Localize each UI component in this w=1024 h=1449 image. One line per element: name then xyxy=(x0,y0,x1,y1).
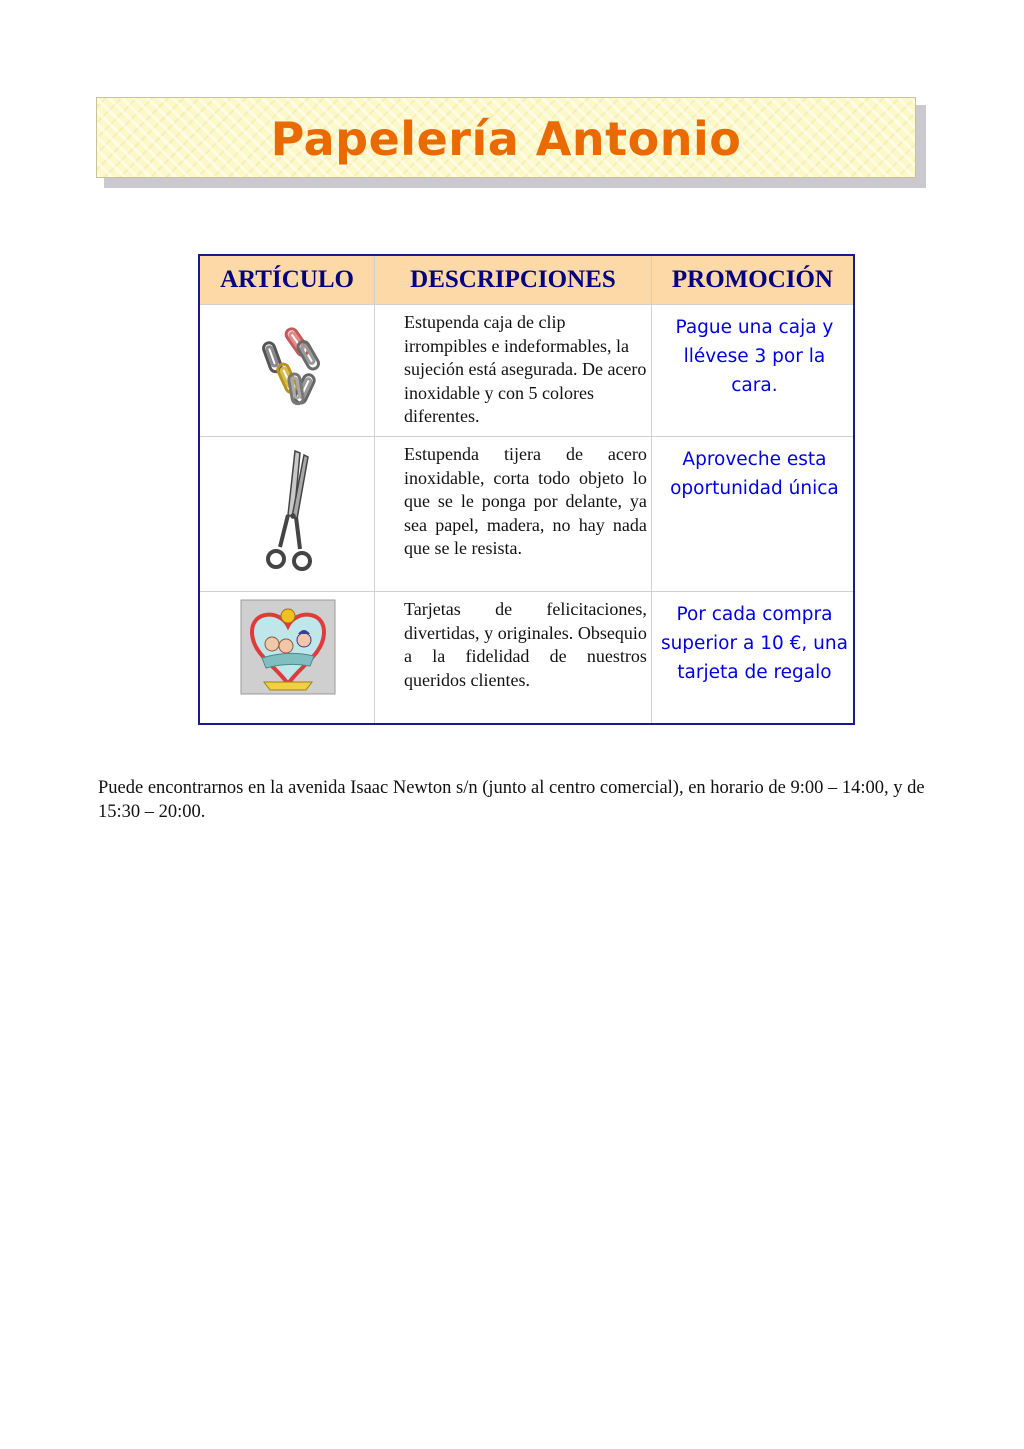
store-info-paragraph: Puede encontrarnos en la avenida Isaac Newton s/n (junto al centro comercial), en horario de 9:00 – 14:00, y de 15:30 – 20:00. xyxy=(98,778,925,822)
table-row xyxy=(199,437,854,592)
promotion-text: Por cada compra superior a 10 €, una tarjeta de regalo xyxy=(660,604,848,683)
table-header-row xyxy=(199,255,854,305)
paper-clips-icon xyxy=(200,305,375,431)
promotion-text: Pague una caja y llévese 3 por la cara. xyxy=(675,317,834,396)
table-row xyxy=(199,592,854,725)
promotion-text: Aproveche esta oportunidad única xyxy=(670,449,839,499)
article-cell xyxy=(199,305,375,437)
description-cell xyxy=(375,592,652,725)
greeting-card-icon xyxy=(200,592,375,718)
page-title: Papelería Antonio xyxy=(270,112,742,166)
promotion-cell xyxy=(651,437,854,592)
description-text: Estupenda tijera de acero inoxidable, corta todo objeto lo que se le ponga por delante, ya sea papel, madera, no hay nada que se le resista. xyxy=(404,444,647,558)
article-cell xyxy=(199,437,375,592)
scissors-icon xyxy=(200,437,375,586)
products-table xyxy=(198,254,855,725)
table-row xyxy=(199,305,854,437)
header-articulo: ARTÍCULO xyxy=(199,255,375,305)
header-descripciones: DESCRIPCIONES xyxy=(375,255,652,305)
description-text: Estupenda caja de clip irrompibles e indeformables, la sujeción está asegurada. De acero inoxidable y con 5 colores diferentes. xyxy=(404,312,647,426)
description-text: Tarjetas de felicitaciones, divertidas, y originales. Obsequio a la fidelidad de nuestros queridos clientes. xyxy=(404,599,647,690)
header-promocion: PROMOCIÓN xyxy=(651,255,854,305)
promotion-cell xyxy=(651,305,854,437)
promotion-cell xyxy=(651,592,854,725)
article-cell xyxy=(199,592,375,725)
description-cell xyxy=(375,305,652,437)
title-banner xyxy=(96,97,916,178)
description-cell xyxy=(375,437,652,592)
